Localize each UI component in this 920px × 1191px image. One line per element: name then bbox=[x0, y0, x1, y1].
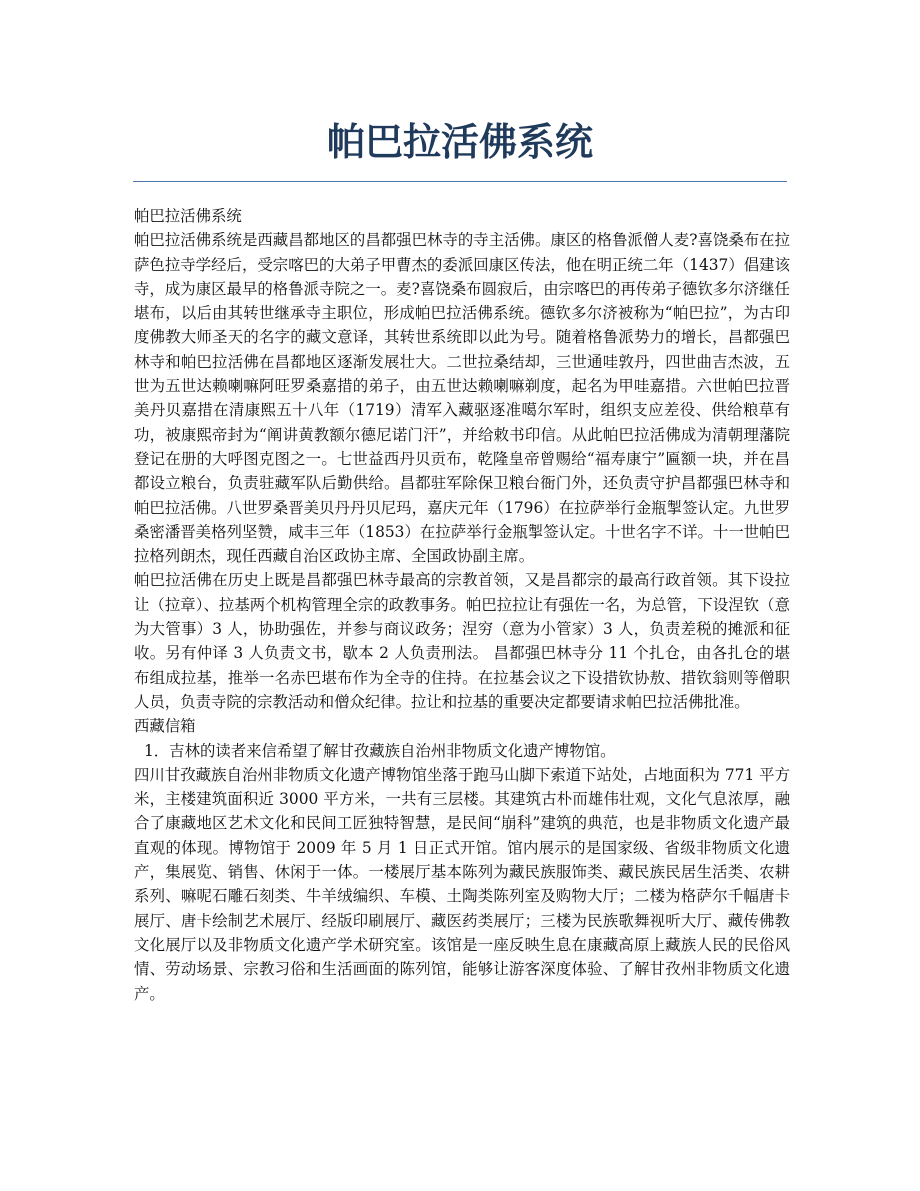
page-title: 帕巴拉活佛系统 bbox=[326, 120, 593, 164]
body-paragraph: 帕巴拉活佛在历史上既是昌都强巴林寺最高的宗教首领，又是昌都宗的最高行政首领。其下设拉让（拉章）、拉基两个机构管理全宗的政教事务。帕巴拉拉让有强佐一名，为总管，下设涅钦（意为大管事）3 人，协助强佐，并参与商议政务；涅穷（意为小管家）3 人，负责差税的摊派和征收。另有仲译 3 人负责文书，歇本 2 人负责刑法。 昌都强巴林寺分 11 个扎仓，由各扎仓的堪布组成拉基，推举一名赤巴堪布作为全寺的住持。在拉基会议之下设措钦协敖、措钦翁则等僧职人员，负责寺院的宗教活动和僧众纪律。拉让和拉基的重要决定都要请求帕巴拉活佛批准。 bbox=[134, 571, 790, 711]
list-item: 1．吉林的读者来信希望了解甘孜藏族自治州非物质文化遗产博物馆。 bbox=[144, 741, 616, 760]
document-body bbox=[134, 204, 790, 1006]
body-paragraph: 四川甘孜藏族自治州非物质文化遗产博物馆坐落于跑马山脚下索道下站处，占地面积为 771 平方米，主楼建筑面积近 3000 平方米，一共有三层楼。其建筑古朴而雄伟壮观，文化气息浓厚，融合了康藏地区艺术文化和民间工匠独特智慧，是民间“崩科”建筑的典范，也是非物质文化遗产最直观的体现。博物馆于 2009 年 5 月 1 日正式开馆。馆内展示的是国家级、省级非物质文化遗产，集展览、销售、休闲于一体。一楼展厅基本陈列为藏民族服饰类、藏民族民居生活类、农耕系列、嘛呢石雕石刻类、牛羊绒编织、车模、土陶类陈列室及购物大厅；二楼为格萨尔千幅唐卡展厅、唐卡绘制艺术展厅、经版印刷展厅、藏医药类展厅；三楼为民族歌舞视听大厅、藏传佛教文化展厅以及非物质文化遗产学术研究室。该馆是一座反映生息在康藏高原上藏族人民的民俗风情、劳动场景、宗教习俗和生活画面的陈列馆，能够让游客深度体验、了解甘孜州非物质文化遗产。 bbox=[134, 765, 790, 1003]
section-heading: 西藏信箱 bbox=[134, 717, 196, 736]
title-divider bbox=[133, 181, 787, 182]
body-paragraph: 帕巴拉活佛系统是西藏昌都地区的昌都强巴林寺的寺主活佛。康区的格鲁派僧人麦?喜饶桑布在拉萨色拉寺学经后，受宗喀巴的大弟子甲曹杰的委派回康区传法，他在明正统二年（1437）倡建该寺，成为康区最早的格鲁派寺院之一。麦?喜饶桑布圆寂后，由宗喀巴的再传弟子德钦多尔济继任堪布，以后由其转世继承寺主职位，形成帕巴拉活佛系统。德钦多尔济被称为“帕巴拉”，为古印度佛教大师圣天的名字的藏文意译，其转世系统即以此为号。随着格鲁派势力的增长，昌都强巴林寺和帕巴拉活佛在昌都地区逐渐发展壮大。二世拉桑结却，三世通哇敦丹，四世曲吉杰波，五世为五世达赖喇嘛阿旺罗桑嘉措的弟子，由五世达赖喇嘛剃度，起名为甲哇嘉措。六世帕巴拉晋美丹贝嘉措在清康熙五十八年（1719）清军入藏驱逐准噶尔军时，组织支应差役、供给粮草有功，被康熙帝封为“阐讲黄教额尔德尼诺门汗”，并给敕书印信。从此帕巴拉活佛成为清朝理藩院登记在册的大呼图克图之一。七世益西丹贝贡布，乾隆皇帝曾赐给“福寿康宁”匾额一块，并在昌都设立粮台，负责驻藏军队后勤供给。昌都驻军除保卫粮台衙门外，还负责守护昌都强巴林寺和帕巴拉活佛。八世罗桑晋美贝丹丹贝尼玛，嘉庆元年（1796）在拉萨举行金瓶掣签认定。九世罗桑密潘晋美格列坚赞，咸丰三年（1853）在拉萨举行金瓶掣签认定。十世名字不详。十一世帕巴拉格列朗杰，现任西藏自治区政协主席、全国政协副主席。 bbox=[134, 231, 790, 566]
section-heading: 帕巴拉活佛系统 bbox=[134, 207, 242, 225]
